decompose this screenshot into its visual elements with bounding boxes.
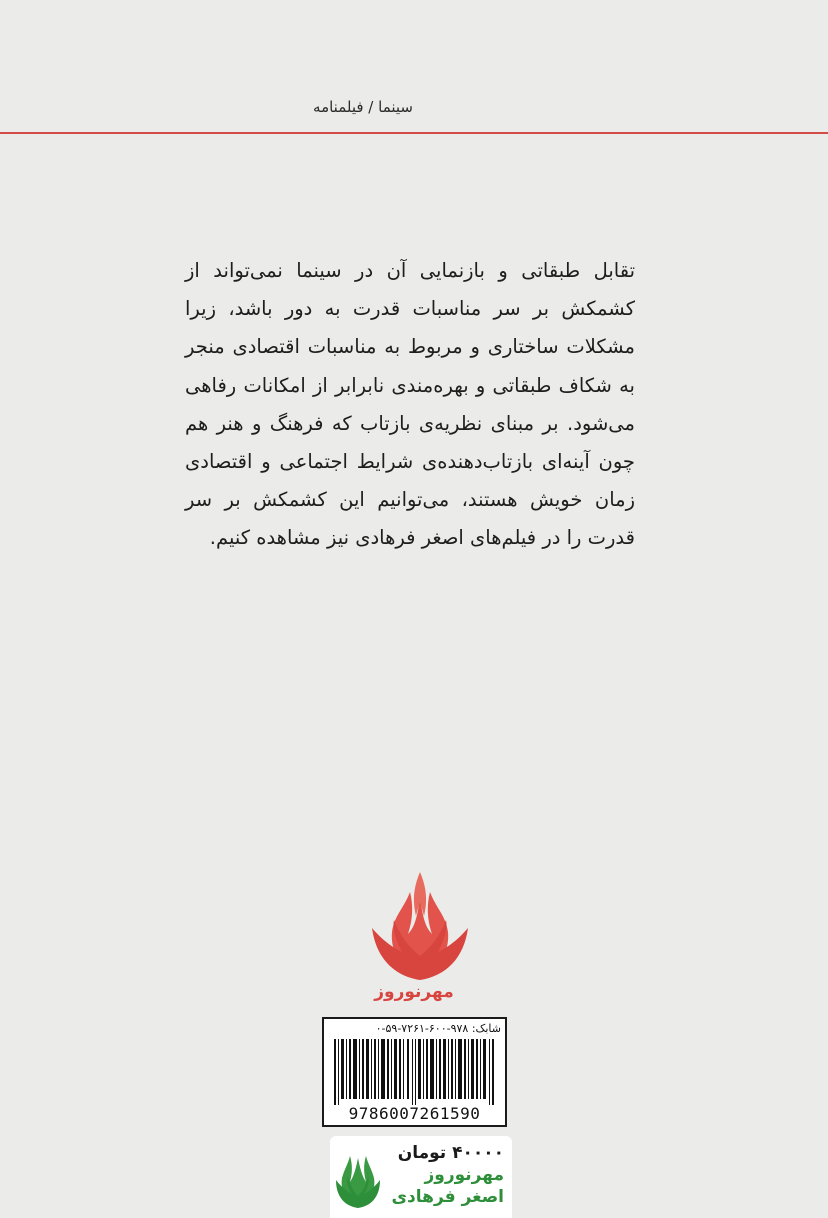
isbn-line bbox=[328, 1022, 501, 1035]
blurb-line: مشکلات ساختاری و مربوط به مناسبات اقتصادی منجر bbox=[185, 335, 635, 359]
sticker-author: اصغر فرهادی bbox=[391, 1187, 504, 1207]
ean-number: 9786007261590 bbox=[348, 1104, 481, 1123]
price-sticker bbox=[330, 1136, 512, 1218]
isbn-label: شابک: bbox=[471, 1022, 501, 1035]
barcode-label bbox=[322, 1017, 507, 1127]
blurb-line: قدرت را در فیلم‌های اصغر فرهادی نیز مشاهده کنیم. bbox=[209, 526, 635, 550]
blurb-line: تقابل طبقاتی و بازنمایی آن در سینما نمی‌تواند از bbox=[185, 259, 635, 282]
sticker-text bbox=[391, 1142, 504, 1208]
header-divider bbox=[0, 132, 828, 134]
blurb-line: کشمکش بر سر مناسبات قدرت به دور باشد، زیرا bbox=[185, 297, 635, 321]
green-flame-icon bbox=[336, 1148, 380, 1210]
blurb-line: به شکاف طبقاتی و بهره‌مندی نابرابر از امکانات رفاهی bbox=[185, 373, 635, 397]
price-value: ۴۰۰۰۰ تومان bbox=[397, 1143, 504, 1163]
blurb-line: چون آینه‌ای بازتاب‌دهنده‌ی شرایط اجتماعی و اقتصادی bbox=[185, 450, 635, 474]
isbn-value: ۰-۵۹-۷۲۶۱-۶۰۰-۹۷۸ bbox=[375, 1022, 469, 1035]
barcode-bars bbox=[332, 1039, 498, 1105]
sticker-publisher: مهرنوروز bbox=[424, 1165, 504, 1185]
back-cover-blurb bbox=[185, 252, 635, 558]
flame-lotus-icon bbox=[372, 872, 468, 982]
blurb-line: می‌شود. بر مبنای نظریه‌ی بازتاب که فرهنگ و هنر هم bbox=[185, 411, 635, 435]
category-label: سینما / فیلمنامه bbox=[313, 98, 413, 116]
blurb-line: زمان خویش هستند، می‌توانیم این کشمکش بر سر bbox=[185, 488, 635, 512]
publisher-name: مهرنوروز bbox=[374, 982, 454, 1002]
